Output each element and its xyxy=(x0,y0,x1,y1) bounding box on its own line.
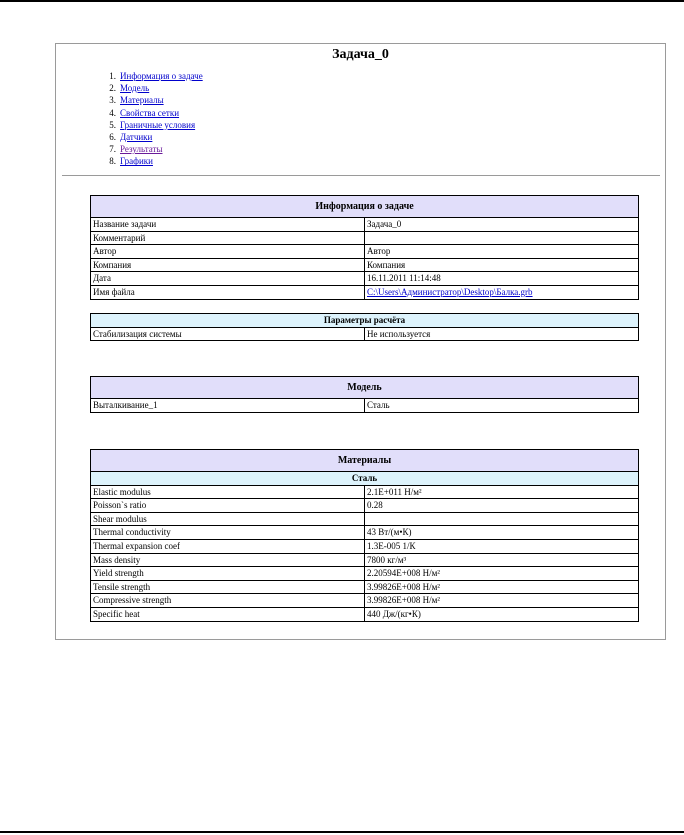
model-header: Модель xyxy=(91,377,639,399)
toc-number: 4. xyxy=(109,107,116,118)
table-row xyxy=(91,567,639,581)
row-value: 3.99826E+008 Н/м² xyxy=(365,594,639,608)
table-row xyxy=(91,526,639,540)
table-row xyxy=(91,594,639,608)
table-row xyxy=(91,485,639,499)
toc-number: 2. xyxy=(109,83,116,94)
model-table xyxy=(90,376,639,413)
row-value: 43 Вт/(м•К) xyxy=(365,526,639,540)
task-info-header: Информация о задаче xyxy=(91,196,639,218)
row-label: Thermal conductivity xyxy=(91,526,365,540)
row-label: Компания xyxy=(91,258,365,272)
toc-number: 8. xyxy=(109,156,116,167)
toc-number: 5. xyxy=(109,119,116,130)
task-info-table xyxy=(90,195,639,300)
table-row xyxy=(91,258,639,272)
toc-item xyxy=(90,155,203,167)
toc-link-graphs[interactable]: Графики xyxy=(120,156,153,167)
material-name-header: Сталь xyxy=(91,472,639,486)
row-label: Compressive strength xyxy=(91,594,365,608)
row-label: Выталкивание_1 xyxy=(91,399,365,413)
calc-params-table xyxy=(90,313,639,341)
table-row xyxy=(91,231,639,245)
row-value: 1.3E-005 1/К xyxy=(365,539,639,553)
file-path-link[interactable]: C:\Users\Администратор\Desktop\Балка.grb xyxy=(367,286,533,297)
materials-header: Материалы xyxy=(91,450,639,472)
toc-item xyxy=(90,143,203,155)
row-label: Стабилизация системы xyxy=(91,327,365,341)
report-page xyxy=(55,43,666,640)
row-value xyxy=(365,512,639,526)
row-label: Specific heat xyxy=(91,607,365,621)
row-value: Компания xyxy=(365,258,639,272)
toc-item xyxy=(90,131,203,143)
row-value: 16.11.2011 11:14:48 xyxy=(365,272,639,286)
toc-item xyxy=(90,70,203,82)
row-value: 440 Дж/(кг•К) xyxy=(365,607,639,621)
row-value: Сталь xyxy=(367,400,390,410)
row-label: Mass density xyxy=(91,553,365,567)
table-row xyxy=(91,512,639,526)
row-label: Thermal expansion coef xyxy=(91,539,365,553)
row-label: Poisson`s ratio xyxy=(91,499,365,513)
row-label: Имя файла xyxy=(91,285,365,299)
toc-item xyxy=(90,119,203,131)
toc-number: 6. xyxy=(109,132,116,143)
row-value: Задача_0 xyxy=(365,218,639,232)
table-row xyxy=(91,218,639,232)
calc-params-header: Параметры расчёта xyxy=(91,314,639,328)
row-label: Название задачи xyxy=(91,218,365,232)
row-label: Дата xyxy=(91,272,365,286)
row-value: Не используется xyxy=(367,328,431,339)
toc-number: 3. xyxy=(109,95,116,106)
toc-link-results[interactable]: Результаты xyxy=(120,144,163,155)
table-row xyxy=(91,245,639,259)
row-value: Автор xyxy=(365,245,639,259)
page-top-border xyxy=(0,0,684,2)
row-label: Yield strength xyxy=(91,567,365,581)
row-label: Комментарий xyxy=(91,231,365,245)
table-of-contents xyxy=(90,70,203,168)
row-value: 0.28 xyxy=(365,499,639,513)
page-bottom-border xyxy=(0,831,684,833)
table-row xyxy=(91,580,639,594)
row-value: 2.1E+011 Н/м² xyxy=(365,485,639,499)
table-row xyxy=(91,539,639,553)
toc-item xyxy=(90,94,203,106)
toc-item xyxy=(90,82,203,94)
row-label: Автор xyxy=(91,245,365,259)
report-title: Задача_0 xyxy=(332,47,389,62)
toc-number: 7. xyxy=(109,144,116,155)
row-label: Shear modulus xyxy=(91,512,365,526)
table-row xyxy=(91,399,639,413)
toc-link-model[interactable]: Модель xyxy=(120,83,150,94)
toc-link-materials[interactable]: Материалы xyxy=(120,95,164,106)
toc-number: 1. xyxy=(109,71,116,81)
table-row xyxy=(91,553,639,567)
toc-link-mesh-properties[interactable]: Свойства сетки xyxy=(120,107,180,118)
toc-item xyxy=(90,107,203,119)
table-row xyxy=(91,499,639,513)
table-row xyxy=(91,607,639,621)
section-divider xyxy=(62,175,660,176)
toc-link-sensors[interactable]: Датчики xyxy=(120,132,153,143)
row-label: Elastic modulus xyxy=(91,485,365,499)
toc-link-task-info[interactable]: Информация о задаче xyxy=(120,71,203,81)
row-value xyxy=(365,231,639,245)
toc-link-boundary-conditions[interactable]: Граничные условия xyxy=(120,119,196,130)
table-row xyxy=(91,272,639,286)
row-label: Tensile strength xyxy=(91,580,365,594)
row-value: 3.99826E+008 Н/м² xyxy=(365,580,639,594)
materials-table xyxy=(90,449,639,622)
row-value: 2.20594E+008 Н/м² xyxy=(365,567,639,581)
table-row xyxy=(91,327,639,341)
row-value: 7800 кг/м³ xyxy=(365,553,639,567)
table-row xyxy=(91,285,639,299)
